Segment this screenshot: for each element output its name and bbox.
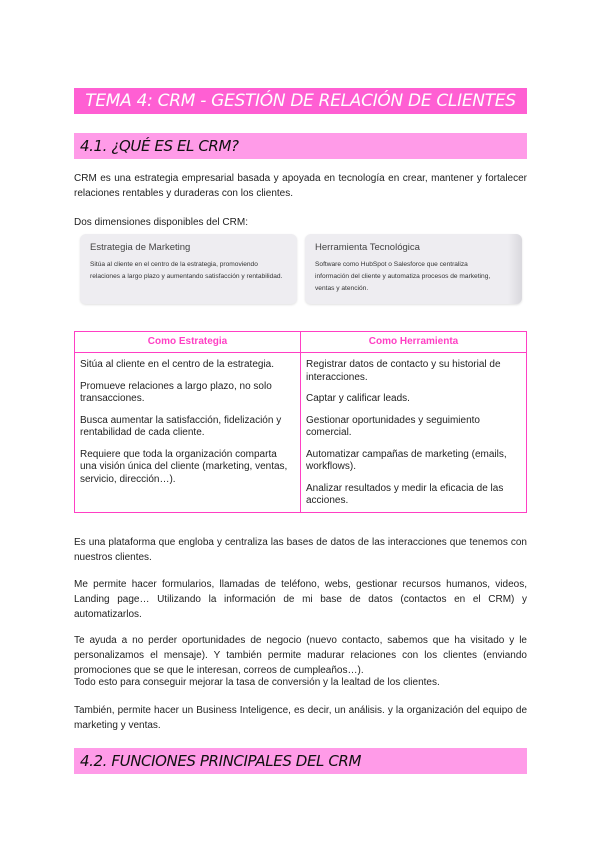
list-item: Analizar resultados y medir la eficacia de las acciones.: [306, 482, 504, 506]
card-edge-shadow: [508, 234, 522, 304]
header-strategy: Como Estrategia: [75, 332, 301, 353]
tool-cell: [301, 353, 527, 513]
list-item: Registrar datos de contacto y su historial de interacciones.: [306, 359, 501, 383]
document-title: TEMA 4: CRM - GESTIÓN DE RELACIÓN DE CLIENTES: [85, 91, 516, 111]
card-title: Herramienta Tecnológica: [315, 242, 420, 253]
paragraph-business-intelligence: También, permite hacer un Business Inteligence, es decir, un análisis. y la organización del equipo de marketing y ventas.: [74, 705, 527, 731]
list-item: Busca aumentar la satisfacción, fidelización y rentabilidad de cada cliente.: [80, 414, 282, 438]
card-title: Estrategia de Marketing: [90, 242, 191, 253]
list-item: Gestionar oportunidades y seguimiento comercial.: [306, 414, 480, 438]
list-item: Sitúa al cliente en el centro de la estrategia.: [80, 359, 275, 370]
paragraph-opportunities: Te ayuda a no perder oportunidades de negocio (nuevo contacto, sabemos que ha visitado y le personalizamos el mensaje). Y también permite madurar relaciones con los clientes (enviando promociones que se que le interesan, correos de cumpleaños…).: [74, 635, 527, 676]
comparison-table: [74, 331, 527, 513]
paragraph-platform: Es una plataforma que engloba y centraliza las bases de datos de las interacciones que tenemos con nuestros clientes.: [74, 537, 527, 563]
list-item: Requiere que toda la organización comparta una visión única del cliente (marketing, ventas, servicio, dirección…).: [80, 448, 288, 485]
document-title-banner: [74, 88, 527, 114]
list-item: Promueve relaciones a largo plazo, no solo transacciones.: [80, 380, 272, 404]
section-heading-4-2: [74, 748, 527, 774]
list-item: Captar y calificar leads.: [306, 393, 410, 404]
card-body: Sitúa al cliente en el centro de la estrategia, promoviendo relaciones a largo plazo y aumentando satisfacción y rentabilidad.: [90, 261, 283, 280]
header-tool: Como Herramienta: [301, 332, 527, 353]
strategy-cell: [75, 353, 301, 513]
dimensions-label: Dos dimensiones disponibles del CRM:: [74, 217, 248, 228]
card-tech-tool: [305, 234, 522, 304]
card-marketing-strategy: [80, 234, 297, 304]
table-row: [75, 353, 527, 513]
paragraph-conversion: Todo esto para conseguir mejorar la tasa de conversión y la lealtad de los clientes.: [74, 677, 440, 688]
list-item: Automatizar campañas de marketing (emails, workflows).: [306, 448, 507, 472]
table-header-row: [75, 332, 527, 353]
card-body: Software como HubSpot o Salesforce que centraliza información del cliente y automatiza procesos de marketing, ventas y atención.: [315, 261, 491, 292]
section-heading-text: 4.2. FUNCIONES PRINCIPALES DEL CRM: [80, 752, 361, 770]
section-heading-text: 4.1. ¿QUÉ ES EL CRM?: [80, 137, 239, 155]
intro-paragraph: CRM es una estrategia empresarial basada y apoyada en tecnología en crear, mantener y fortalecer relaciones rentables y duraderas con los clientes.: [74, 173, 527, 199]
section-heading-4-1: [74, 133, 527, 159]
paragraph-features: Me permite hacer formularios, llamadas de teléfono, webs, gestionar recursos humanos, videos, Landing page… Utilizando la información de mi base de datos (contactos en el CRM) y automatizarlos.: [74, 579, 527, 620]
